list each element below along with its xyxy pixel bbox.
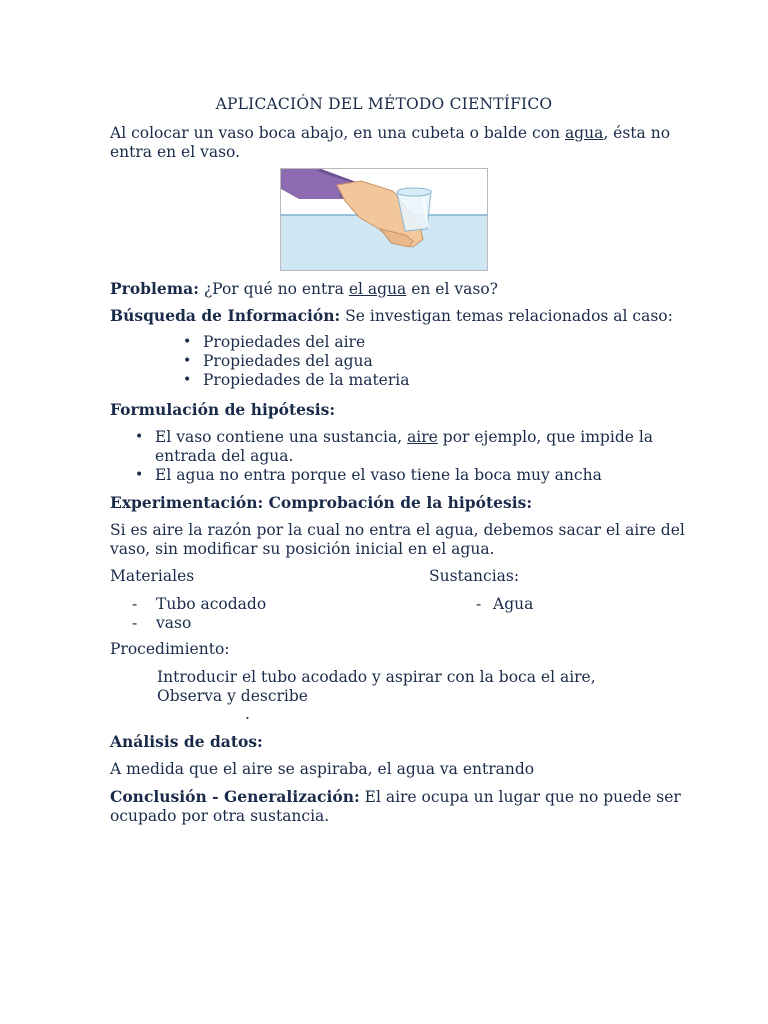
problema-text-end: en el vaso? <box>406 280 498 298</box>
list-item-text: Propiedades del aire <box>203 333 366 351</box>
conclusion-label: Conclusión - Generalización: <box>110 787 360 806</box>
procedimiento-line2: Observa y describe <box>157 687 308 705</box>
procedimiento-dot: . <box>245 705 250 723</box>
intro-line2: entra en el vaso. <box>110 143 241 161</box>
list-item <box>181 333 409 352</box>
experimentacion-line1: Si es aire la razón por la cual no entra el agua, debemos sacar el aire del <box>110 521 685 539</box>
procedimiento-line1: Introducir el tubo acodado y aspirar con la boca el aire, <box>157 668 596 686</box>
agua-link[interactable]: agua <box>564 124 604 142</box>
materiales-label: Materiales <box>110 567 195 585</box>
dash-icon: - <box>476 595 482 613</box>
materiales-list <box>132 595 266 633</box>
conclusion-text: El aire ocupa un lugar que no puede ser <box>359 788 681 806</box>
busqueda-label: Búsqueda de Información: <box>110 306 341 325</box>
problema-label: Problema: <box>110 279 199 298</box>
hipotesis-heading: Formulación de hipótesis: <box>110 400 336 419</box>
bullet-icon: • <box>135 429 144 445</box>
page-title: APLICACIÓN DEL MÉTODO CIENTÍFICO <box>215 95 553 113</box>
bullet-icon: • <box>183 353 192 369</box>
hipotesis-1-text-end: por ejemplo, que impide la <box>437 428 654 446</box>
analisis-heading: Análisis de datos: <box>110 732 263 751</box>
bullet-icon: • <box>135 467 144 483</box>
glass-in-water-illustration <box>280 168 488 271</box>
problema-line <box>110 279 498 299</box>
list-item <box>181 371 409 390</box>
hipotesis-2-text: El agua no entra porque el vaso tiene la boca muy ancha <box>155 466 602 484</box>
hipotesis-1-text: El vaso contiene una sustancia, <box>155 428 408 446</box>
experimentacion-paragraph <box>110 521 685 559</box>
busqueda-list <box>181 333 409 390</box>
experimentacion-line2: vaso, sin modificar su posición inicial en el agua. <box>110 540 495 558</box>
list-item <box>133 428 653 466</box>
list-item <box>133 466 653 485</box>
hipotesis-list <box>133 428 653 485</box>
intro-text: Al colocar un vaso boca abajo, en una cubeta o balde con <box>110 124 565 142</box>
problema-text: ¿Por qué no entra <box>198 280 349 298</box>
busqueda-line <box>110 306 673 326</box>
aire-link[interactable]: aire <box>407 428 438 446</box>
conclusion-line2: ocupado por otra sustancia. <box>110 807 330 825</box>
list-item <box>132 595 266 614</box>
dash-icon: - <box>132 614 138 632</box>
el-agua-link[interactable]: el agua <box>348 280 407 298</box>
list-item <box>181 352 409 371</box>
material-item: vaso <box>156 614 192 632</box>
conclusion-paragraph <box>110 787 681 826</box>
intro-text-end: , ésta no <box>603 124 671 142</box>
bullet-icon: • <box>183 334 192 350</box>
sustancias-label: Sustancias: <box>429 567 520 585</box>
list-item-text: Propiedades de la materia <box>203 371 410 389</box>
sustancias-list <box>476 595 533 614</box>
procedimiento-steps <box>157 668 596 706</box>
busqueda-text: Se investigan temas relacionados al caso: <box>340 307 673 325</box>
hipotesis-1-line2: entrada del agua. <box>155 447 294 465</box>
experimentacion-heading: Experimentación: Comprobación de la hipótesis: <box>110 493 533 512</box>
intro-paragraph <box>110 124 670 162</box>
list-item-text: Propiedades del agua <box>203 352 373 370</box>
bullet-icon: • <box>183 372 192 388</box>
procedimiento-label: Procedimiento: <box>110 640 230 658</box>
sustancia-item: Agua <box>493 595 534 613</box>
dash-icon: - <box>132 595 138 613</box>
list-item <box>132 614 266 633</box>
material-item: Tubo acodado <box>156 595 267 613</box>
hand-glass-water-image <box>281 169 487 270</box>
analisis-text: A medida que el aire se aspiraba, el agua va entrando <box>110 760 535 778</box>
